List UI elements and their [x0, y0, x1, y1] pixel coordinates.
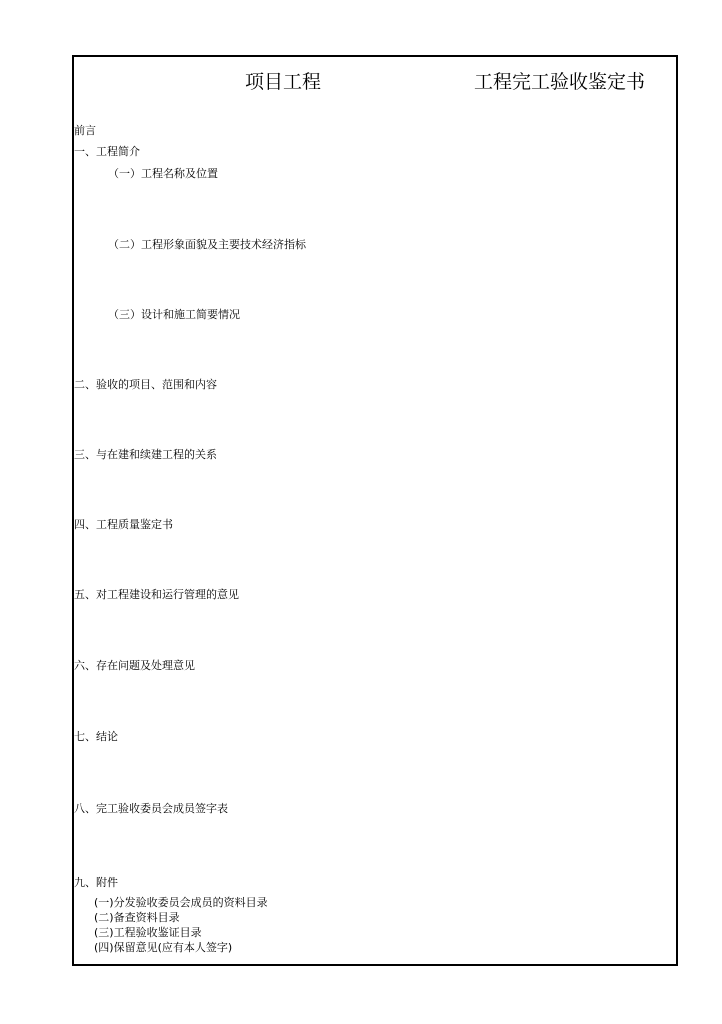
section-3-heading: 三、与在建和续建工程的关系 [74, 448, 217, 461]
attachment-item: (二)备查资料目录 [94, 911, 180, 924]
section-9-heading: 九、附件 [74, 876, 118, 889]
section-5-heading: 五、对工程建设和运行管理的意见 [74, 588, 239, 601]
attachment-item: (一)分发验收委员会成员的资料目录 [94, 896, 268, 909]
section-1-3-heading: （三）设计和施工简要情况 [108, 308, 240, 321]
section-6-heading: 六、存在问题及处理意见 [74, 659, 195, 672]
attachment-item: (四)保留意见(应有本人签字) [94, 941, 233, 954]
document-title: 工程完工验收鉴定书 [474, 71, 646, 93]
section-1-heading: 一、工程简介 [74, 145, 140, 158]
section-8-heading: 八、完工验收委员会成员签字表 [74, 802, 228, 815]
section-1-2-heading: （二）工程形象面貌及主要技术经济指标 [108, 238, 306, 251]
section-4-heading: 四、工程质量鉴定书 [74, 518, 173, 531]
section-2-heading: 二、验收的项目、范围和内容 [74, 378, 217, 391]
document-border [72, 55, 678, 966]
section-7-heading: 七、结论 [74, 730, 118, 743]
attachment-item: (三)工程验收鉴证目录 [94, 926, 202, 939]
preface-heading: 前言 [74, 124, 96, 137]
section-1-1-heading: （一）工程名称及位置 [108, 167, 218, 180]
project-title: 项目工程 [245, 71, 322, 93]
